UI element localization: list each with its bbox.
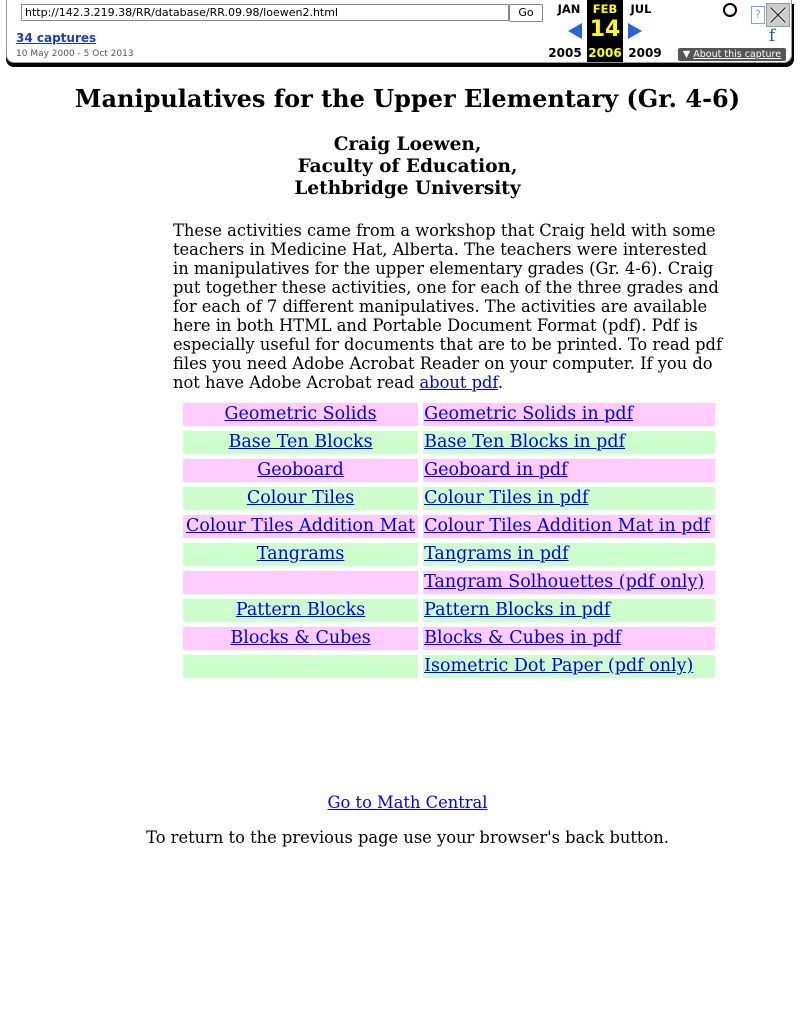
wayback-toolbar: [6, 0, 792, 63]
activities-table: [178, 398, 720, 683]
pdf-activity-link[interactable]: Colour Tiles Addition Mat in pdf: [424, 516, 711, 536]
pdf-activity-link[interactable]: Colour Tiles in pdf: [424, 488, 589, 508]
pdf-cell: [423, 515, 715, 538]
pdf-activity-link[interactable]: Geoboard in pdf: [424, 460, 568, 480]
wayback-current-year: 2006: [588, 46, 622, 60]
intro-paragraph: [173, 221, 723, 392]
pdf-cell: [423, 431, 715, 454]
wayback-next-year[interactable]: 2009: [628, 46, 662, 60]
wayback-prev-year[interactable]: 2005: [548, 46, 582, 60]
help-icon[interactable]: ?: [751, 6, 765, 24]
html-activity-link[interactable]: Geoboard: [257, 460, 344, 480]
wayback-go-button[interactable]: Go: [509, 4, 543, 22]
pdf-activity-link[interactable]: Tangram Solhouettes (pdf only): [424, 572, 705, 592]
pdf-activity-link[interactable]: Base Ten Blocks in pdf: [424, 432, 626, 452]
activity-row: [183, 655, 715, 678]
pdf-activity-link[interactable]: Geometric Solids in pdf: [424, 404, 634, 424]
html-activity-link[interactable]: Colour Tiles: [246, 488, 355, 508]
wayback-url-input[interactable]: http://142.3.219.38/RR/database/RR.09.98/loewen2.html: [21, 4, 509, 21]
html-cell: [183, 543, 418, 566]
html-activity-link[interactable]: Pattern Blocks: [235, 600, 366, 620]
html-cell: [183, 403, 418, 426]
html-cell: [183, 459, 418, 482]
pdf-activity-link[interactable]: Tangrams in pdf: [424, 544, 569, 564]
intro-text: These activities came from a workshop that Craig held with some teachers in Medicine Hat, Alberta. The teachers were interested in manipulatives for the upper elementary grades (Gr. 4-6). Craig put together these activities, one for each of the three grades and for each of 7 different manipulatives. The activities are available here in both HTML and Portable Document Format (pdf). Pdf is especially useful for documents that are to be printed. To read pdf files you need Adobe Acrobat Reader on your computer. If you do not have Adobe Acrobat read: [173, 221, 723, 392]
author-block: [0, 134, 800, 200]
wayback-prev-arrow-icon[interactable]: [567, 22, 583, 40]
page-title: Manipulatives for the Upper Elementary (Gr. 4-6): [74, 84, 741, 113]
back-button-note: To return to the previous page use your browser's back button.: [146, 828, 669, 847]
html-cell: [183, 571, 418, 594]
html-activity-link[interactable]: Base Ten Blocks: [228, 432, 373, 452]
activity-row: [183, 515, 715, 538]
wayback-loading-icon: [723, 3, 737, 17]
wayback-current-month: FEB: [592, 2, 618, 16]
activity-row: [183, 431, 715, 454]
about-pdf-link[interactable]: about pdf: [419, 373, 498, 392]
pdf-cell: [423, 543, 715, 566]
pdf-cell: [423, 599, 715, 622]
wayback-prev-month[interactable]: JAN: [557, 2, 581, 16]
pdf-cell: [423, 655, 715, 678]
html-cell: [183, 515, 418, 538]
activity-row: [183, 543, 715, 566]
wayback-current-capture: [587, 0, 623, 62]
author-faculty: Faculty of Education,: [297, 156, 518, 177]
activity-row: [183, 627, 715, 650]
pdf-cell: [423, 627, 715, 650]
html-activity-link[interactable]: Blocks & Cubes: [230, 628, 371, 648]
pdf-cell: [423, 487, 715, 510]
activity-row: [183, 599, 715, 622]
html-cell: [183, 487, 418, 510]
math-central-link[interactable]: Go to Math Central: [327, 793, 488, 812]
facebook-share-icon[interactable]: f: [768, 26, 776, 46]
html-activity-link[interactable]: Colour Tiles Addition Mat: [186, 516, 416, 536]
activity-row: [183, 403, 715, 426]
pdf-cell: [423, 571, 715, 594]
about-this-capture-button[interactable]: [678, 48, 786, 61]
pdf-activity-link[interactable]: Blocks & Cubes in pdf: [424, 628, 622, 648]
wayback-captures-link[interactable]: 34 captures: [16, 31, 97, 45]
pdf-activity-link[interactable]: Pattern Blocks in pdf: [424, 600, 611, 620]
wayback-current-day: 14: [589, 17, 621, 42]
activity-row: [183, 459, 715, 482]
about-arrow-icon: ▼: [682, 49, 691, 60]
intro-end: .: [497, 373, 504, 392]
activity-row: [183, 571, 715, 594]
wayback-next-month[interactable]: JUL: [630, 2, 652, 16]
wayback-capture-range: 10 May 2000 - 5 Oct 2013: [16, 49, 134, 59]
html-cell: [183, 627, 418, 650]
pdf-cell: [423, 403, 715, 426]
wayback-next-arrow-icon[interactable]: [627, 22, 643, 40]
close-icon[interactable]: [766, 3, 790, 27]
pdf-activity-link[interactable]: Isometric Dot Paper (pdf only): [424, 656, 694, 676]
html-cell: [183, 655, 418, 678]
html-activity-link[interactable]: Geometric Solids: [224, 404, 377, 424]
author-university: Lethbridge University: [294, 178, 521, 199]
html-activity-link[interactable]: Tangrams: [256, 544, 345, 564]
author-name: Craig Loewen,: [333, 134, 482, 155]
about-this-capture-label: About this capture: [693, 49, 782, 60]
html-cell: [183, 431, 418, 454]
pdf-cell: [423, 459, 715, 482]
html-cell: [183, 599, 418, 622]
activity-row: [183, 487, 715, 510]
